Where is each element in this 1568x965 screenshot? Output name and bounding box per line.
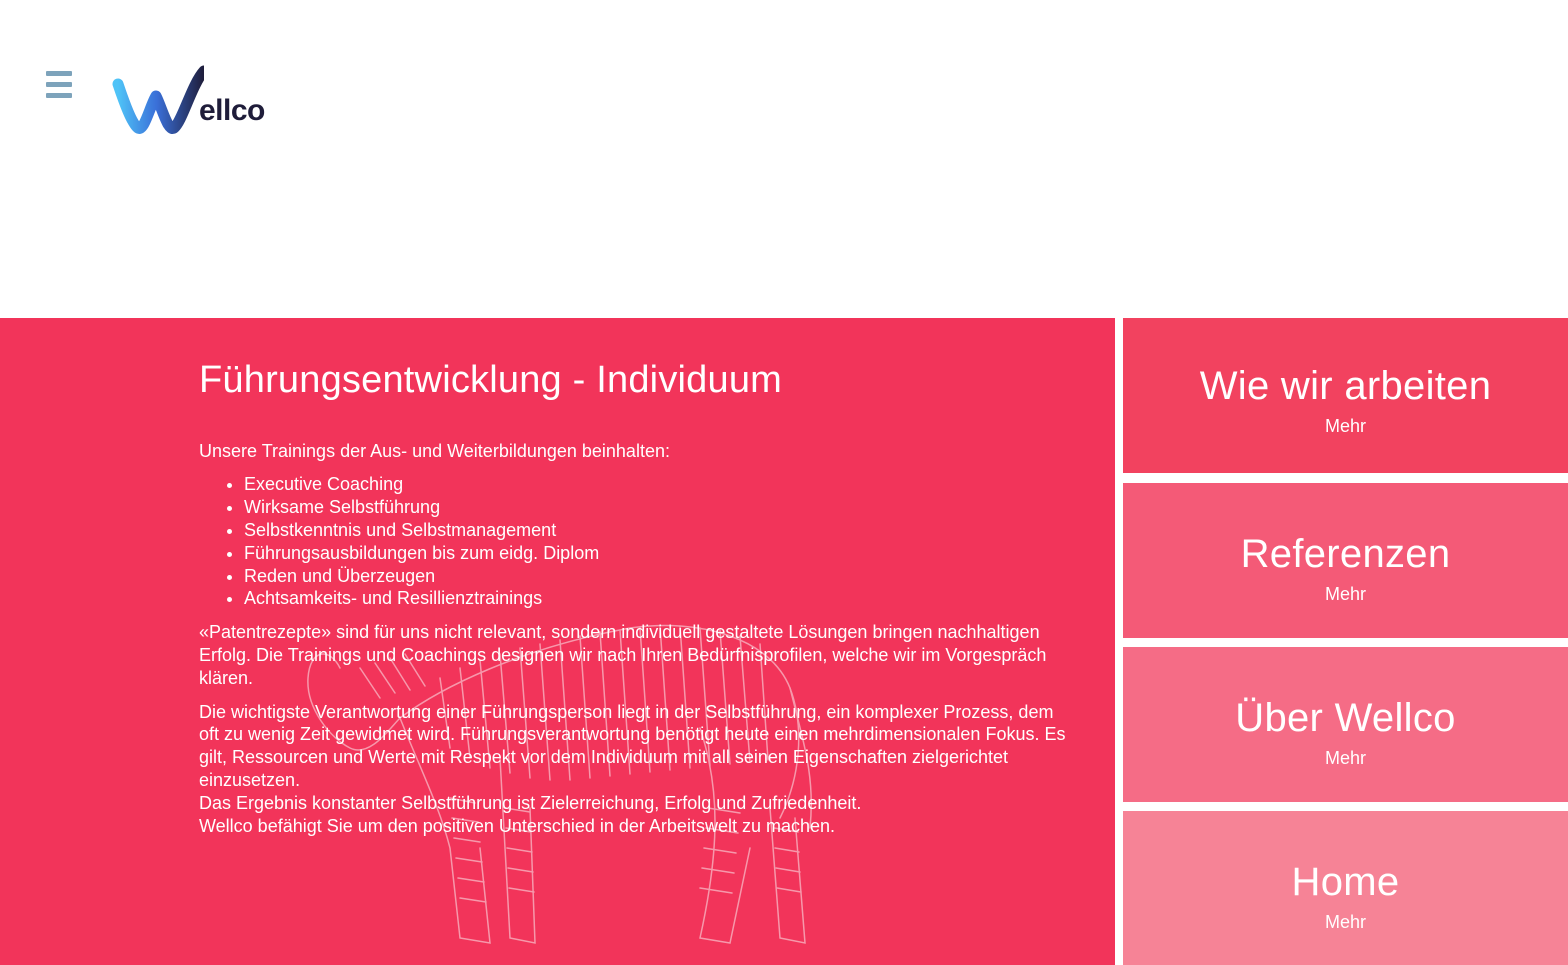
paragraph-wellco: Wellco befähigt Sie um den positiven Unterschied in der Arbeitswelt zu machen. xyxy=(199,815,836,836)
main-content-panel xyxy=(0,318,1115,965)
navigation-tiles xyxy=(1115,318,1568,965)
tile-title: Home xyxy=(1291,860,1400,904)
tile-more-link[interactable]: Mehr xyxy=(1324,416,1366,436)
article-content xyxy=(199,358,1069,837)
tile-title: Wie wir arbeiten xyxy=(1199,364,1492,408)
logo-text: ellco xyxy=(199,94,265,127)
paragraph-verantwortung: Die wichtigste Verantwortung einer Führungsperson liegt in der Selbstführung, ein komplexer Prozess, dem oft zu wenig Zeit gewidmet wird. Führungsverantwortung benötigt heute einen mehrdimensionalen Fokus. Es gilt, Ressourcen und Werte mit Respekt vor dem Individuum mit all seinen Eigenschaften zielgerichtet einzusetzen. xyxy=(199,701,1066,790)
wellco-logo[interactable] xyxy=(112,62,282,142)
tile-title: Über Wellco xyxy=(1235,696,1456,740)
tile-more-link[interactable]: Mehr xyxy=(1324,748,1366,768)
list-item: • Wirksame Selbstführung xyxy=(244,496,1069,519)
tile-wie-wir-arbeiten[interactable] xyxy=(1123,318,1568,473)
tile-home[interactable] xyxy=(1123,811,1568,965)
page-title: Führungsentwicklung - Individuum xyxy=(199,359,783,401)
training-list xyxy=(199,473,1069,610)
logo-w-mark xyxy=(112,62,204,140)
list-item: • Reden und Überzeugen xyxy=(244,565,1069,588)
list-item: • Achtsamkeits- und Resillienztrainings xyxy=(244,587,1069,610)
list-item: • Selbstkenntnis und Selbstmanagement xyxy=(244,519,1069,542)
tile-referenzen[interactable] xyxy=(1123,483,1568,638)
paragraph-patentrezepte: «Patentrezepte» sind für uns nicht relevant, sondern individuell gestaltete Lösungen bringen nachhaltigen Erfolg. Die Trainings und Coachings designen wir nach Ihren Bedürfnisprofilen, welche wir im Vorgespräch klären. xyxy=(199,622,1047,688)
tile-more-link[interactable]: Mehr xyxy=(1324,912,1366,932)
intro-text: Unsere Trainings der Aus- und Weiterbildungen beinhalten: xyxy=(199,440,670,461)
paragraph-ergebnis: Das Ergebnis konstanter Selbstführung ist Zielerreichung, Erfolg und Zufriedenheit. xyxy=(199,792,862,813)
list-item: • Führungsausbildungen bis zum eidg. Diplom xyxy=(244,542,1069,565)
hamburger-menu-icon[interactable] xyxy=(46,71,73,99)
list-item: • Executive Coaching xyxy=(244,473,1069,496)
site-header xyxy=(0,0,1568,318)
tile-ueber-wellco[interactable] xyxy=(1123,647,1568,802)
tile-title: Referenzen xyxy=(1240,532,1451,576)
tile-more-link[interactable]: Mehr xyxy=(1324,584,1366,604)
